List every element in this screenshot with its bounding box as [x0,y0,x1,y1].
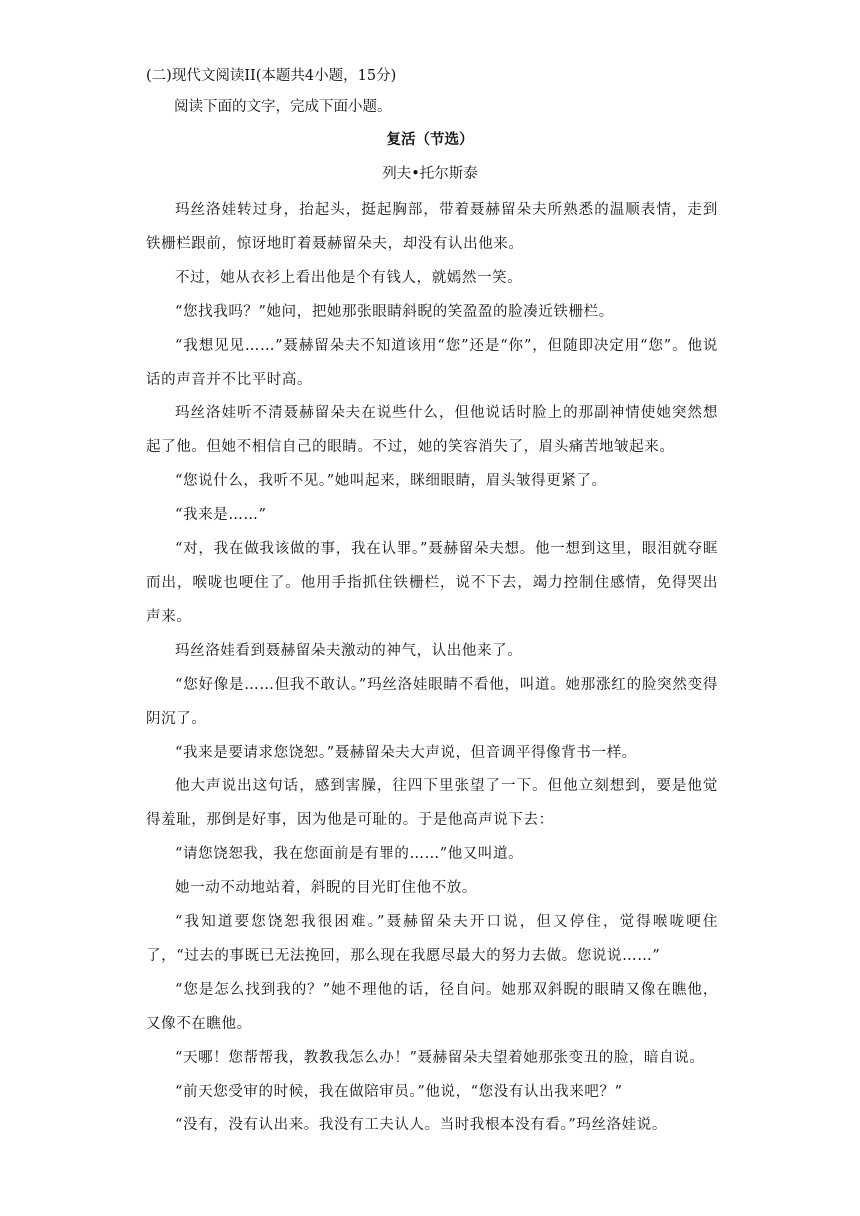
instruction-text: 阅读下面的文字，完成下面小题。 [174,99,392,115]
paragraph: “我知道要您饶恕我很困难。”聂赫留朵夫开口说，但又停住，觉得喉咙哽住了，“过去的事既已无法挽回，那么现在我愿尽最大的努力去做。您说说……” [146,914,718,964]
paragraph: 玛丝洛娃转过身，抬起头，挺起胸部，带着聂赫留朵夫所熟悉的温顺表情，走到铁栅栏跟前，惊讶地盯着聂赫留朵夫，却没有认出他来。 [146,202,718,252]
paragraph: 玛丝洛娃听不清聂赫留朵夫在说些什么，但他说话时脸上的那副神情使她突然想起了他。但她不相信自己的眼睛。不过，她的笑容消失了，眉头痛苦地皱起来。 [146,405,718,456]
paragraph: “前天您受审的时候，我在做陪审员。”他说，“您没有认出我来吧？” [175,1083,623,1100]
article-author: 列夫•托尔斯泰 [382,166,478,182]
paragraph: “您说什么，我听不见。”她叫起来，眯细眼睛，眉头皱得更紧了。 [175,473,607,490]
paragraph: 他大声说出这句话，感到害臊，往四下里张望了一下。但他立刻想到，要是他觉得羞耻，那倒是好事，因为他是可耻的。于是他高声说下去： [146,778,718,829]
paragraph: 不过，她从衣衫上看出他是个有钱人，就嫣然一笑。 [175,269,523,286]
paragraph: “我想见见……”聂赫留朵夫不知道该用“您”还是“你”，但随即决定用“您”。他说话的声音并不比平时高。 [146,337,718,388]
paragraph: “没有，没有认出来。我没有工夫认人。当时我根本没有看。”玛丝洛娃说。 [175,1117,667,1134]
section-title: (二)现代文阅读II(本题共4小题，15分) [146,68,397,84]
paragraph: “您是怎么找到我的？”她不理他的话，径自问。她那双斜睨的眼睛又像在瞧他，又像不在瞧他。 [146,981,718,1032]
paragraph: “请您饶恕我，我在您面前是有罪的……”他又叫道。 [175,846,524,863]
paragraph: “您找我吗？”她问，把她那张眼睛斜睨的笑盈盈的脸凑近铁栅栏。 [175,303,614,320]
article-body [146,194,718,1143]
paragraph: “我来是……” [175,507,267,524]
paragraph: 玛丝洛娃看到聂赫留朵夫激动的神气，认出他来了。 [175,642,523,659]
paragraph: “天哪！您帮帮我，教教我怎么办！”聂赫留朵夫望着她那张变丑的脸，暗自说。 [175,1049,705,1066]
paragraph: “我来是要请求您饶恕。”聂赫留朵夫大声说，但音调平得像背书一样。 [175,744,637,761]
article-title: 复活（节选） [386,131,474,148]
paragraph: “您好像是……但我不敢认。”玛丝洛娃眼睛不看他，叫道。她那涨红的脸突然变得阴沉了。 [146,676,718,727]
paragraph: “对，我在做我该做的事，我在认罪。”聂赫留朵夫想。他一想到这里，眼泪就夺眶而出，喉咙也哽住了。他用手指抓住铁栅栏，说不下去，竭力控制住感情，免得哭出声来。 [146,541,718,625]
paragraph: 她一动不动地站着，斜睨的目光盯住他不放。 [175,880,477,897]
